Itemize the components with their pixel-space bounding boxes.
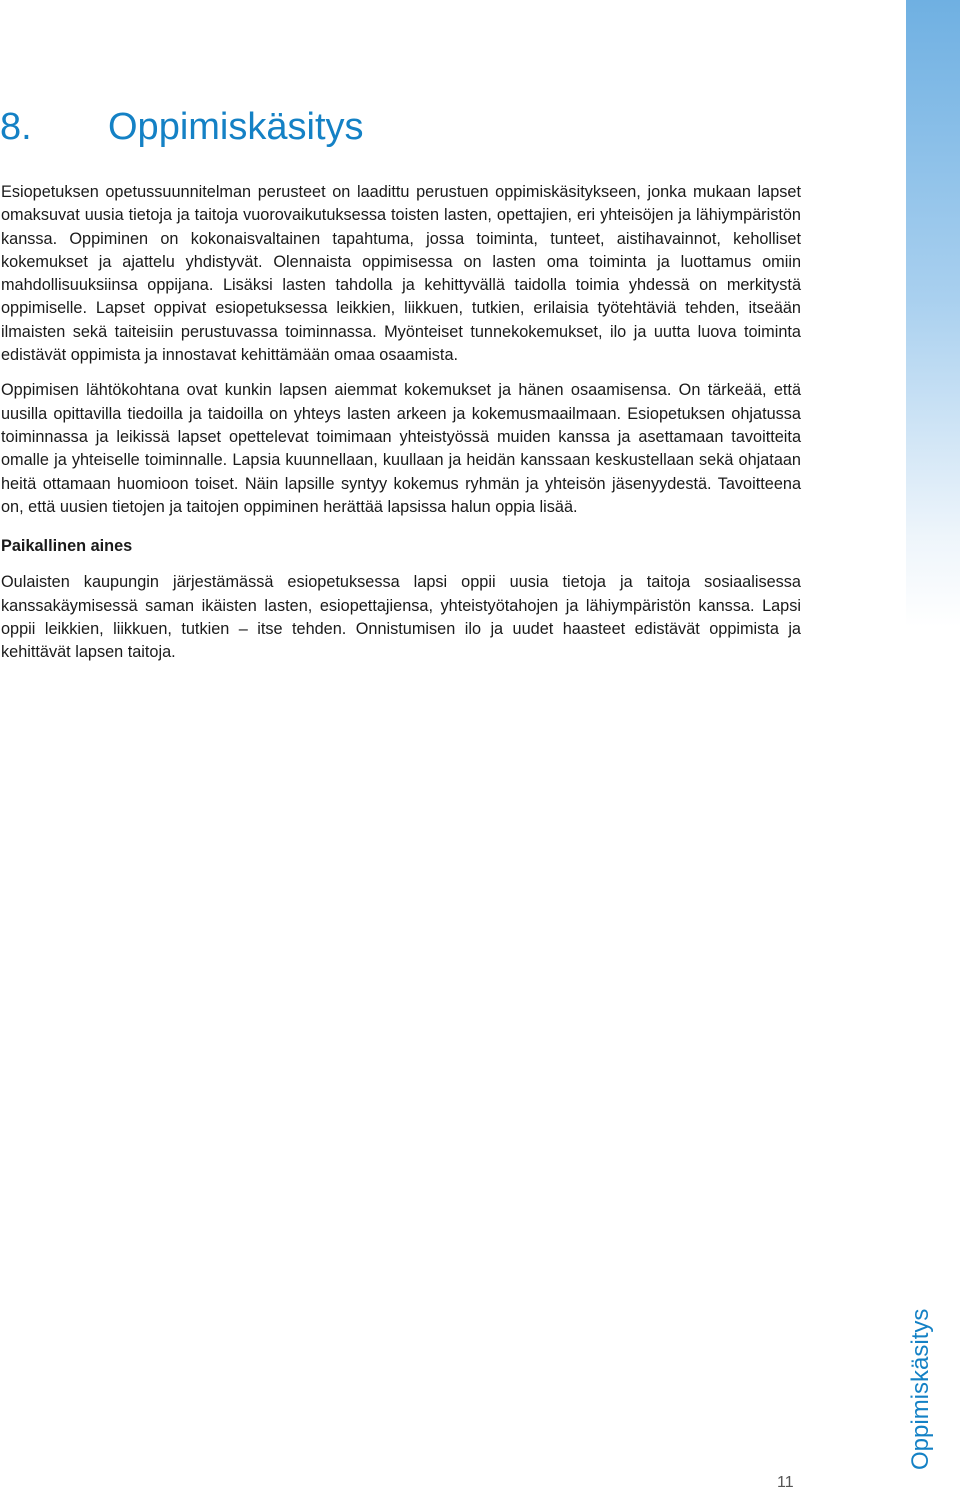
body-paragraph-2: Oppimisen lähtökohtana ovat kunkin lapsen aiemmat kokemukset ja hänen osaamisensa. On tärkeää, että uusilla opittavilla tiedoilla ja taidoilla on yhteys lasten arkeen ja kokemusmaailmaan. Esiopetuksen ohjatussa toiminnassa ja leikissä lapset opettelevat toimimaan yhteistyössä muiden kanssa ja asettamaan tavoitteita omalle ja yhteiselle toiminnalle. Lapsia kuunnellaan, kuullaan ja heidän kanssaan keskustellaan sekä ohjataan heitä ottamaan huomioon toiset. Näin lapsille syntyy kokemus ryhmän ja yhteisön jäsenyydestä. Tavoitteena on, että uusien tietojen ja taitojen oppiminen herättää lapsissa halun oppia lisää. (1, 381, 801, 516)
section-heading: Paikallinen aines (1, 537, 133, 556)
body-paragraph-1: Esiopetuksen opetussuunnitelman perusteet on laadittu perustuen oppimiskäsitykseen, jonka mukaan lapset omaksuvat uusia tietoja ja taitoja vuorovaikutuksessa toisten lasten, opettajien, eri yhteisöjen ja lähiympäristön kanssa. Oppiminen on kokonaisvaltainen tapahtuma, jossa toiminta, tunteet, aistihavainnot, keholliset kokemukset ja ajattelu yhdistyvät. Olennaista oppimisessa on lasten oma toiminta ja luottamus omiin mahdollisuuksiinsa oppijana. Lisäksi lasten tahdolla ja kehittyvällä taidolla toimia yhdessä on merkitystä oppimiselle. Lapset oppivat esiopetuksessa leikkien, liikkuen, tutkien, erilaisia työtehtäviä tehden, itseään ilmaisten sekä taiteisiin perustuvassa toiminnassa. Myönteiset tunnekokemukset, ilo ja uutta luova toiminta edistävät oppimista ja innostavat kehittämään omaa osaamista. (1, 183, 801, 365)
page-number: 11 (777, 1474, 794, 1491)
chapter-title-text: Oppimiskäsitys (108, 106, 364, 148)
main-content (1, 181, 801, 665)
chapter-number: 8. (0, 106, 32, 148)
section-paragraph: Oulaisten kaupungin järjestämässä esiopetuksessa lapsi oppii uusia tietoja ja taitoja sosiaalisessa kanssakäymisessä saman ikäisten lasten, esiopettajiensa, yhteistyötahojen ja lähiympäristön kanssa. Lapsi oppii leikkien, liikkuen, tutkien – itse tehden. Onnistumisen ilo ja uudet haasteet edistävät oppimista ja kehittävät lapsen taitoja. (1, 573, 801, 662)
chapter-title (0, 104, 364, 150)
side-color-band (906, 0, 960, 1493)
side-chapter-label: Oppimiskäsitys (907, 1308, 934, 1470)
